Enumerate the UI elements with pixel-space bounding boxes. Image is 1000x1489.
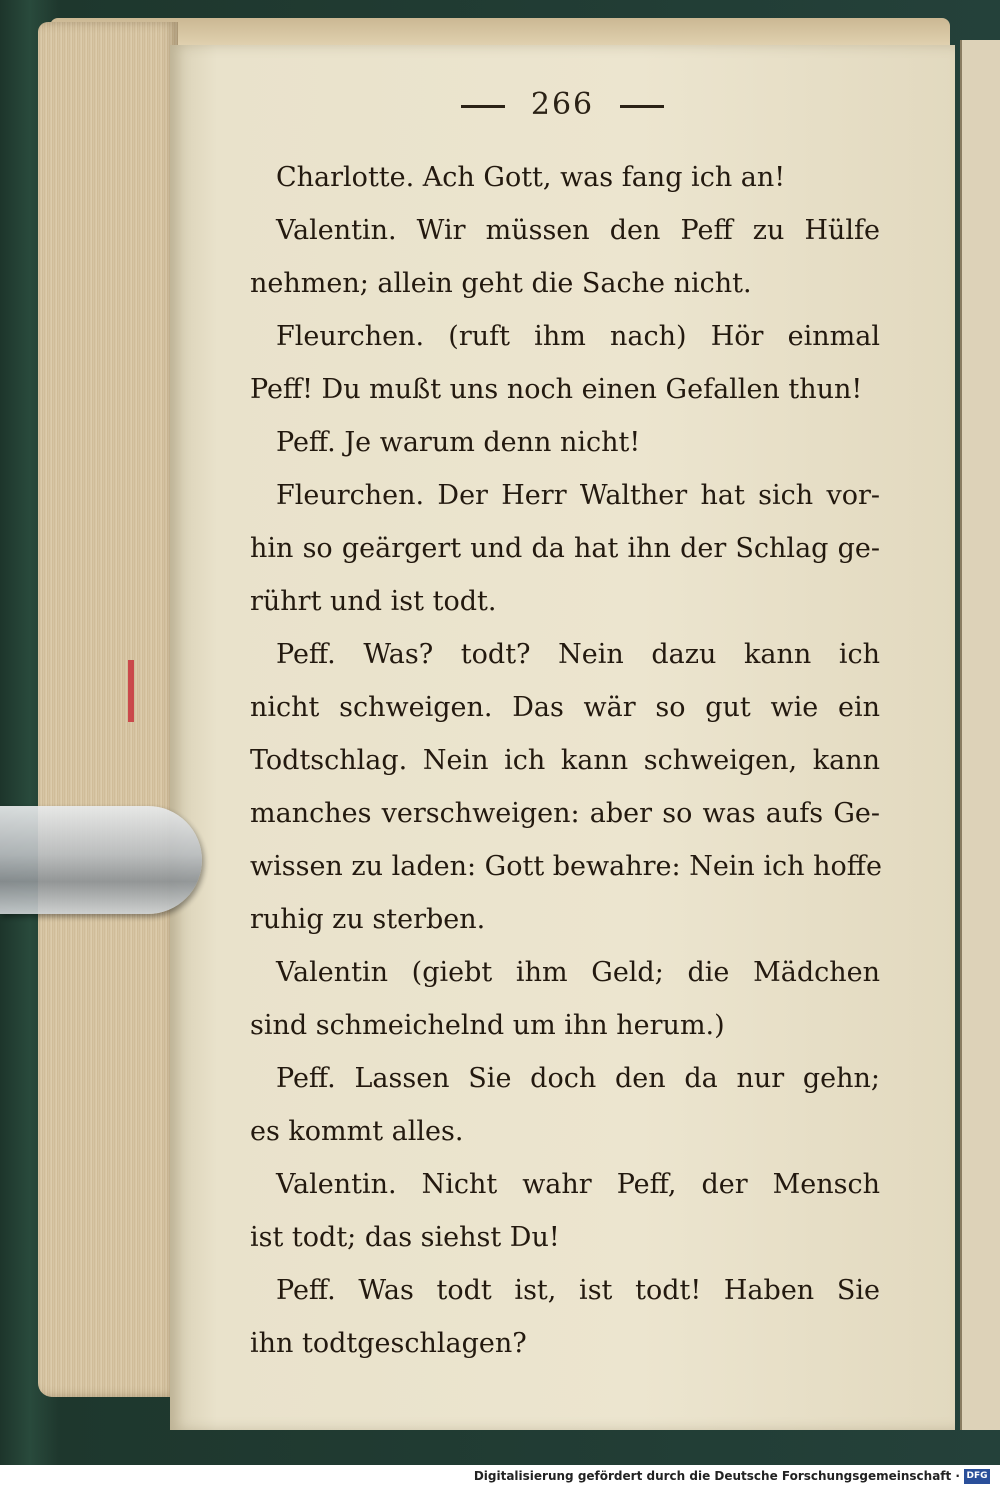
text-line: Valentin. Nicht wahr Peff, der Mensch — [276, 1169, 880, 1200]
page-number-header — [170, 87, 955, 122]
text-line: hin so geärgert und da hat ihn der Schlag ge- — [250, 533, 880, 564]
footer-credit: Digitalisierung gefördert durch die Deutsche Forschungsgemeinschaft · — [473, 1469, 960, 1483]
text-line: rührt und ist todt. — [250, 586, 497, 617]
text-line: Peff. Lassen Sie doch den da nur gehn; — [276, 1063, 880, 1094]
text-line: es kommt alles. — [250, 1116, 464, 1147]
text-line: ihn todtgeschlagen? — [250, 1328, 527, 1359]
text-line: Peff! Du mußt uns noch einen Gefallen thun! — [250, 374, 863, 405]
book-page — [170, 45, 955, 1430]
book-top-edge — [50, 18, 950, 48]
text-line: Valentin (giebt ihm Geld; die Mädchen — [276, 957, 880, 988]
red-page-marker — [128, 660, 134, 722]
page-text — [250, 151, 880, 1370]
text-line: Fleurchen. (ruft ihm nach) Hör einmal — [276, 321, 880, 352]
text-line: wissen zu laden: Gott bewahre: Nein ich hoffe — [250, 851, 882, 882]
footer-bar — [0, 1465, 1000, 1489]
text-line: Peff. Was? todt? Nein dazu kann ich — [276, 639, 880, 670]
text-line: nehmen; allein geht die Sache nicht. — [250, 268, 752, 299]
text-line: ruhig zu sterben. — [250, 904, 486, 935]
text-line: Fleurchen. Der Herr Walther hat sich vor- — [276, 480, 880, 511]
header-dash-right — [620, 105, 664, 108]
text-line: sind schmeichelnd um ihn herum.) — [250, 1010, 725, 1041]
book-page-edges — [38, 22, 178, 1397]
dfg-logo: DFG — [964, 1469, 990, 1484]
text-line: nicht schweigen. Das wär so gut wie ein — [250, 692, 880, 723]
facing-page-edge — [960, 40, 1000, 1430]
text-line: Charlotte. Ach Gott, was fang ich an! — [276, 162, 786, 193]
text-line: ist todt; das siehst Du! — [250, 1222, 560, 1253]
text-line: Peff. Je warum denn nicht! — [276, 427, 641, 458]
page-number: 266 — [530, 87, 595, 122]
text-line: manches verschweigen: aber so was aufs Ge- — [250, 798, 880, 829]
page-clip — [0, 806, 202, 914]
text-line: Todtschlag. Nein ich kann schweigen, kann — [250, 745, 880, 776]
header-dash-left — [461, 105, 505, 108]
text-line: Peff. Was todt ist, ist todt! Haben Sie — [276, 1275, 880, 1306]
text-line: Valentin. Wir müssen den Peff zu Hülfe — [276, 215, 880, 246]
